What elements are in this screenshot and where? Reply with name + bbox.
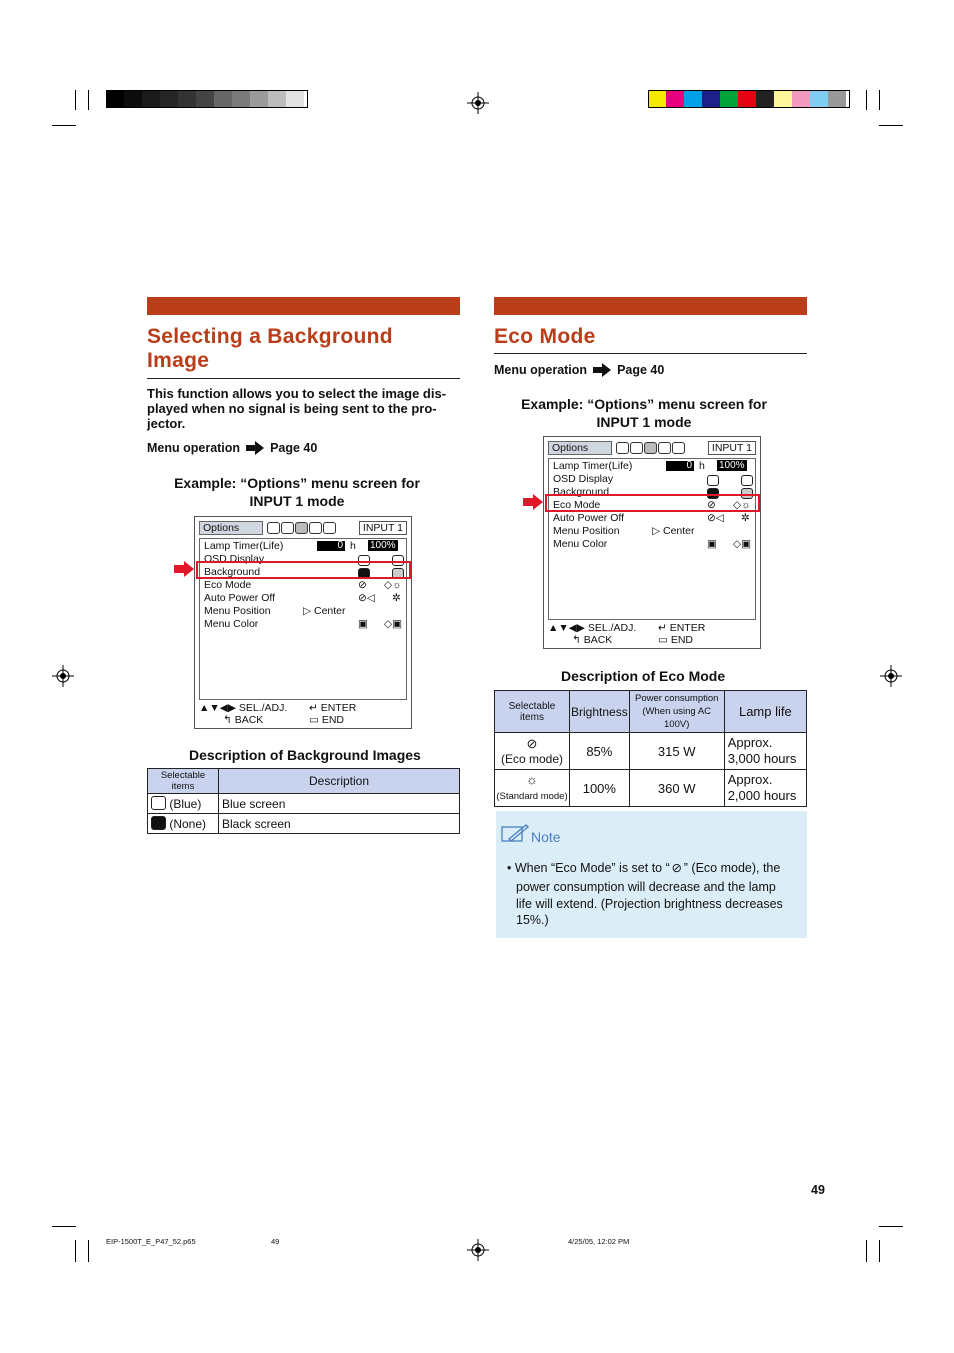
- brightness-eco: 85%: [570, 733, 630, 770]
- menu-operation-ref: [147, 441, 317, 455]
- audio-tab-icon: [281, 522, 294, 534]
- osd-options-screen: [543, 436, 761, 649]
- osd-item-menu-position: Menu Position: [553, 525, 620, 537]
- black-screen-icon: [151, 816, 166, 830]
- th-power-sub: (When using AC 100V): [642, 706, 712, 730]
- options-tab-icon: [644, 442, 657, 454]
- menu-operation-label: Menu operation: [147, 441, 241, 455]
- osd-foot-end: ▭ END: [309, 714, 345, 726]
- osd-tab-options: Options: [199, 521, 263, 535]
- lamp-hours-bar: 0: [666, 461, 694, 471]
- registration-mark-icon: [467, 1239, 489, 1261]
- power-off-icon: ✲: [741, 512, 750, 524]
- section-band-right: [494, 297, 807, 315]
- foot-back-label: BACK: [583, 634, 613, 646]
- th-description: Description: [219, 769, 460, 794]
- osd-tab-icons: [267, 522, 336, 534]
- osd-item-lamp-timer: Lamp Timer(Life): [204, 540, 284, 552]
- note-pre: • When “Eco Mode” is set to “: [507, 861, 670, 875]
- arrow-right-icon: [246, 441, 264, 455]
- footer-file: EIP-1500T_E_P47_52.p65: [106, 1237, 196, 1246]
- life-standard-2: 2,000 hours: [727, 788, 797, 803]
- auto-power-icon: ⊘◁: [358, 592, 375, 604]
- osd-tab-input: INPUT 1: [359, 521, 407, 535]
- menu-color-icon: ▣: [358, 618, 368, 630]
- menu-position-value: ▷ Center: [652, 525, 695, 537]
- registration-mark-icon: [52, 665, 74, 687]
- eco-mode-table: [494, 690, 807, 807]
- options-tab-icon: [295, 522, 308, 534]
- menu-page-link[interactable]: Page 40: [270, 441, 318, 455]
- table-row: [148, 794, 460, 814]
- section-band-left: [147, 297, 460, 315]
- note-line4: 15%.): [516, 913, 549, 927]
- standard-lamp-icon: ☼: [526, 772, 538, 787]
- desc-none: Black screen: [219, 814, 460, 834]
- example-line1: Example: “Options” menu screen for: [174, 475, 420, 491]
- power-standard: 360 W: [629, 770, 724, 807]
- language-tab-icon: [309, 522, 322, 534]
- menu-position-center: Center: [314, 605, 346, 617]
- osd-item-auto-power-off: Auto Power Off: [553, 512, 625, 524]
- background-table: [147, 768, 460, 834]
- osd-foot-sel: ▲▼◀▶ SEL./ADJ.: [199, 702, 288, 714]
- section-title-eco: Eco Mode: [494, 325, 596, 348]
- osd-menu-panel: [548, 458, 756, 620]
- osd-item-osd-display: OSD Display: [204, 553, 265, 565]
- highlight-background-row: [196, 561, 411, 579]
- osd-display-off-icon: [741, 475, 753, 486]
- table-row: [148, 814, 460, 834]
- item-standard: (Standard mode): [496, 791, 568, 802]
- red-arrow-icon: [523, 494, 543, 510]
- intro-line3: jector.: [147, 416, 186, 431]
- osd-item-lamp-timer: Lamp Timer(Life): [553, 460, 633, 472]
- note-line3: life will extend. (Projection brightness decreases: [516, 897, 783, 911]
- page-title-line1: Selecting a Background: [147, 325, 393, 348]
- menu-position-value: ▷ Center: [303, 605, 346, 617]
- osd-item-menu-color: Menu Color: [553, 538, 608, 550]
- footer-page-small: 49: [271, 1237, 280, 1246]
- intro-line1: This function allows you to select the image dis-: [147, 386, 447, 401]
- footer-date: 4/25/05, 12:02 PM: [568, 1237, 630, 1246]
- language-tab-icon: [658, 442, 671, 454]
- lamp-hours-unit: h: [350, 540, 356, 552]
- foot-enter-label: ENTER: [669, 622, 706, 634]
- power-eco: 315 W: [629, 733, 724, 770]
- foot-end-label: END: [321, 714, 345, 726]
- note-line1: [507, 860, 780, 877]
- desc-blue: Blue screen: [219, 794, 460, 814]
- arrow-right-icon: [593, 363, 611, 377]
- osd-tab-options: Options: [548, 441, 612, 455]
- pencil-note-icon: [501, 823, 529, 845]
- life-standard-1: Approx.: [727, 772, 773, 787]
- osd-item-menu-color: Menu Color: [204, 618, 259, 630]
- title-rule: [494, 353, 807, 354]
- osd-item-background: Background: [553, 486, 610, 498]
- picture-tab-icon: [267, 522, 280, 534]
- foot-sel-label: SEL./ADJ.: [238, 702, 288, 714]
- highlight-eco-row: [545, 494, 760, 512]
- registration-mark-icon: [880, 665, 902, 687]
- menu-color-icon: ▣: [707, 538, 717, 550]
- intro-line2: played when no signal is being sent to the pro-: [147, 401, 437, 416]
- osd-item-auto-power-off: Auto Power Off: [204, 592, 276, 604]
- life-eco-1: Approx.: [727, 735, 773, 750]
- th-brightness: Brightness: [570, 691, 630, 733]
- lamp-life-percent: 100%: [719, 460, 745, 471]
- menu-color-alt-icon: ◇▣: [733, 538, 751, 550]
- eco-leaf-icon: ⊘: [358, 579, 367, 591]
- auto-power-icon: ⊘◁: [707, 512, 724, 524]
- table-caption-background: Description of Background Images: [189, 747, 421, 763]
- title-rule: [147, 378, 460, 379]
- example-line2: INPUT 1 mode: [249, 493, 345, 509]
- osd-tab-input: INPUT 1: [708, 441, 756, 455]
- table-row: [495, 733, 807, 770]
- standard-lamp-icon: ◇☼: [733, 499, 751, 511]
- status-tab-icon: [323, 522, 336, 534]
- th-power: [629, 691, 724, 733]
- example-line2: INPUT 1 mode: [596, 414, 692, 430]
- osd-item-osd-display: OSD Display: [553, 473, 614, 485]
- life-eco-2: 3,000 hours: [727, 751, 797, 766]
- eco-leaf-icon: ⊘: [671, 861, 682, 875]
- osd-item-eco-mode: Eco Mode: [204, 579, 252, 591]
- osd-foot-enter: ↵ ENTER: [309, 702, 357, 714]
- th-lamp-life: Lamp life: [724, 691, 806, 733]
- registration-mark-icon: [467, 92, 489, 114]
- table-caption-eco: Description of Eco Mode: [561, 668, 726, 684]
- menu-page-link[interactable]: Page 40: [617, 363, 665, 377]
- foot-back-label: BACK: [234, 714, 264, 726]
- table-row: [495, 770, 807, 807]
- example-line1: Example: “Options” menu screen for: [521, 396, 767, 412]
- blue-screen-icon: [151, 796, 166, 810]
- note-post: ” (Eco mode), the: [683, 861, 781, 875]
- foot-sel-label: SEL./ADJ.: [587, 622, 637, 634]
- osd-foot-sel: ▲▼◀▶ SEL./ADJ.: [548, 622, 637, 634]
- osd-display-icon: [707, 475, 719, 486]
- status-tab-icon: [672, 442, 685, 454]
- foot-end-label: END: [670, 634, 694, 646]
- item-eco: (Eco mode): [500, 751, 564, 766]
- brightness-standard: 100%: [570, 770, 630, 807]
- note-box: [496, 811, 807, 938]
- page-number: 49: [811, 1183, 825, 1197]
- lamp-life-percent: 100%: [370, 540, 396, 551]
- power-off-icon: ✲: [392, 592, 401, 604]
- item-none: (None): [169, 817, 207, 831]
- osd-tab-icons: [616, 442, 685, 454]
- picture-tab-icon: [616, 442, 629, 454]
- th-selectable-items: Selectable items: [495, 691, 570, 733]
- lamp-hours-unit: h: [699, 460, 705, 472]
- lamp-hours-bar: 0: [317, 541, 345, 551]
- eco-leaf-icon: ⊘: [526, 735, 538, 751]
- osd-foot-end: ▭ END: [658, 634, 694, 646]
- item-blue: (Blue): [169, 797, 202, 811]
- foot-enter-label: ENTER: [320, 702, 357, 714]
- osd-item-menu-position: Menu Position: [204, 605, 271, 617]
- osd-options-screen: [194, 516, 412, 729]
- th-power-main: Power consumption: [634, 693, 719, 704]
- osd-tab-bar: [199, 521, 407, 535]
- osd-tab-bar: [548, 441, 756, 455]
- osd-foot-enter: ↵ ENTER: [658, 622, 706, 634]
- osd-item-eco-mode: Eco Mode: [553, 499, 601, 511]
- menu-operation-ref: [494, 363, 664, 377]
- menu-position-center: Center: [663, 525, 695, 537]
- osd-item-background: Background: [204, 566, 261, 578]
- th-selectable-items: Selectable items: [148, 769, 219, 794]
- menu-color-alt-icon: ◇▣: [384, 618, 402, 630]
- standard-lamp-icon: ◇☼: [384, 579, 402, 591]
- red-arrow-icon: [174, 561, 194, 577]
- osd-foot-back: ↰ BACK: [223, 714, 264, 726]
- osd-foot-back: ↰ BACK: [572, 634, 613, 646]
- page-title-line2: Image: [147, 349, 210, 372]
- note-title: Note: [531, 829, 561, 845]
- eco-leaf-icon: ⊘: [707, 499, 716, 511]
- audio-tab-icon: [630, 442, 643, 454]
- note-line2: power consumption will decrease and the lamp: [516, 880, 776, 894]
- menu-operation-label: Menu operation: [494, 363, 588, 377]
